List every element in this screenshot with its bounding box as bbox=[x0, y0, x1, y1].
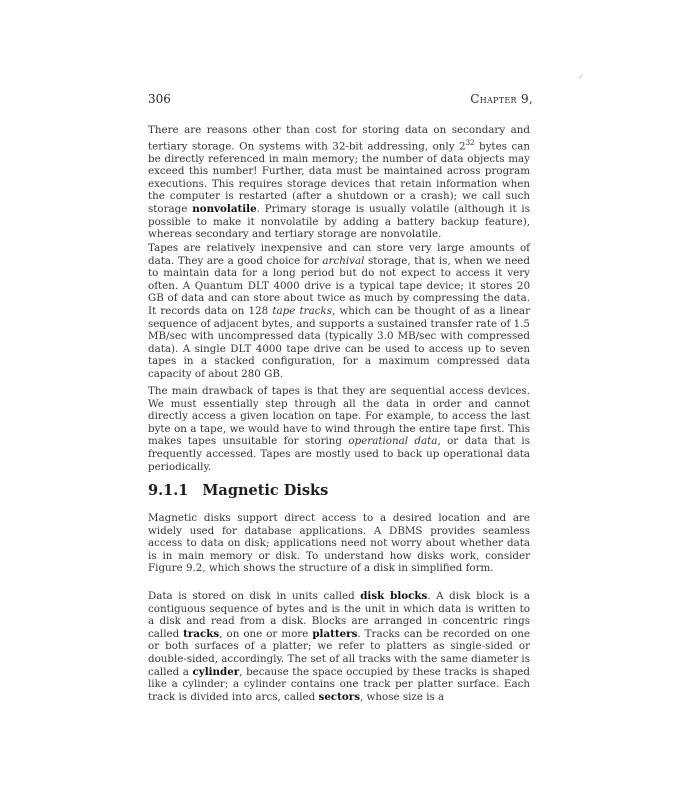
text-run: Magnetic disks support direct access to a desired location and are widely used for database applications. A DBMS provides seamless access to data on disk; applications need not worry about whether data is in main memory or disk. To understand how disks work, consider Figure 9.2, which shows the structure of a disk in simplified form. bbox=[148, 512, 530, 575]
text-run: storage, that is, when we need to maintain data for a long period but do not expect to access it very often. A Quantum DLT 4000 drive is a typical tape device; it stores 20 GB of data and can store about twice as much by compressing the data. It records data on 128 bbox=[148, 254, 530, 317]
paragraph-tapes bbox=[148, 242, 530, 381]
text-run: The main drawback of tapes is that they are sequential access devices. We must essentially step through all the data in order and cannot directly access a given location on tape. For example, to access the last byte on a tape, we would have to wind through the entire tape first. This makes tapes unsuitable for storing bbox=[148, 385, 530, 448]
paragraph-disk-blocks bbox=[148, 590, 530, 703]
text-run: , because the space occupied by these tracks is shaped like a cylinder; a cylinder contains one track per platter surface. Each track is divided into arcs, called bbox=[148, 665, 530, 703]
term-cylinder: cylinder bbox=[192, 665, 240, 678]
page-number: 306 bbox=[148, 92, 171, 106]
term-archival: archival bbox=[322, 254, 365, 267]
text-run: , on one or more bbox=[219, 627, 313, 640]
text-run: , whose size is a bbox=[360, 690, 445, 703]
text-run: bytes can be directly referenced in main memory; the number of data objects may exceed this number! Further, data must be maintained across program executions. This requires storage devices that retain information when the computer is restarted (after a shutdown or a crash); we call such storage bbox=[148, 140, 530, 215]
term-nonvolatile: nonvolatile bbox=[192, 202, 257, 215]
scan-mark bbox=[579, 74, 582, 79]
text-run: , or data that is frequently accessed. Tapes are mostly used to back up operational data periodically. bbox=[148, 435, 530, 473]
text-run: . Tracks can be recorded on one or both surfaces of a platter; we refer to platters as single-sided or double-sided, accordingly. The set of all tracks with the same diameter is called a bbox=[148, 627, 531, 678]
term-disk-blocks: disk blocks bbox=[360, 590, 428, 602]
text-run: Tapes are relatively inexpensive and can store very large amounts of data. They are a good choice for bbox=[148, 242, 530, 267]
section-title: Magnetic Disks bbox=[202, 482, 329, 499]
section-number: 9.1.1 bbox=[148, 482, 189, 499]
text-run: . Primary storage is usually volatile (although it is possible to make it nonvolatile by adding a battery backup feature), whereas secondary and tertiary storage are nonvolatile. bbox=[148, 202, 531, 241]
text-run: Data is stored on disk in units called bbox=[148, 590, 361, 602]
paragraph-magnetic-disks bbox=[148, 512, 530, 575]
term-tape-tracks: tape tracks bbox=[272, 304, 333, 317]
term-tracks: tracks bbox=[183, 627, 220, 640]
section-heading bbox=[148, 482, 328, 499]
term-sectors: sectors bbox=[318, 690, 360, 703]
paragraph-storage-reasons bbox=[148, 124, 530, 241]
term-operational-data: operational data bbox=[348, 435, 438, 448]
chapter-heading: Chapter 9, bbox=[470, 92, 533, 106]
text-run: . A disk block is a contiguous sequence of bytes and is the unit in which data is written to a disk and read from a disk. Blocks are arranged in concentric rings called bbox=[148, 590, 530, 640]
text-run: , which can be thought of as a linear sequence of adjacent bytes, and supports a sustained transfer rate of 1.5 MB/sec with uncompressed data (typically 3.0 MB/sec with compressed data). A single DLT 4000 tape drive can be used to access up to seven tapes in a stacked configuration, for a maximum compressed data capacity of about 280 GB. bbox=[148, 304, 530, 380]
paragraph-tape-drawback bbox=[148, 385, 530, 473]
page-header bbox=[148, 92, 533, 108]
term-platters: platters bbox=[312, 627, 358, 640]
superscript: 32 bbox=[465, 138, 475, 147]
text-run: There are reasons other than cost for storing data on secondary and tertiary storage. On systems with 32-bit addressing, only 2 bbox=[148, 124, 530, 153]
